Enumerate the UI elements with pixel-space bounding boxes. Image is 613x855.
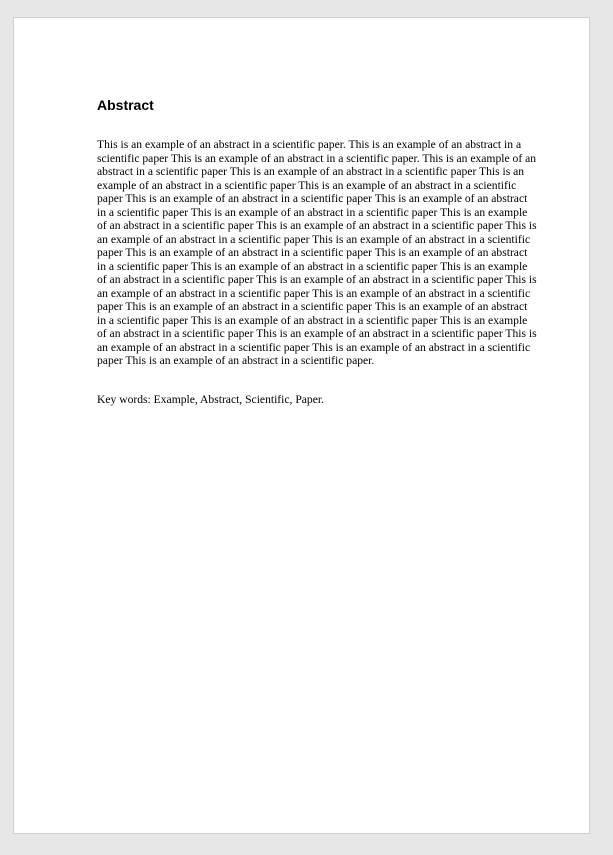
- page-content: [97, 96, 539, 406]
- abstract-paragraph[interactable]: This is an example of an abstract in a scientific paper. This is an example of an abstract in a scientific paper This is an example of an abstract in a scientific paper. This is an example of an abstract in a scientific paper This is an example of an abstract in a scientific paper This is an example of an abstract in a scientific paper This is an example of an abstract in a scientific paper This is an example of an abstract in a scientific paper This is an example of an abstract in a scientific paper This is an example of an abstract in a scientific paper This is an example of an abstract in a scientific paper This is an example of an abstract in a scientific paper This is an example of an abstract in a scientific paper This is an example of an abstract in a scientific paper This is an example of an abstract in a scientific paper This is an example of an abstract in a scientific paper This is an example of an abstract in a scientific paper This is an example of an abstract in a scientific paper This is an example of an abstract in a scientific paper This is an example of an abstract in a scientific paper This is an example of an abstract in a scientific paper This is an example of an abstract in a scientific paper This is an example of an abstract in a scientific paper This is an example of an abstract in a scientific paper This is an example of an abstract in a scientific paper This is an example of an abstract in a scientific paper This is an example of an abstract in a scientific paper This is an example of an abstract in a scientific paper This is an example of an abstract in a scientific paper.: [97, 138, 537, 367]
- keywords-line[interactable]: Key words: Example, Abstract, Scientific, Paper.: [97, 392, 324, 406]
- abstract-heading: Abstract: [97, 97, 154, 113]
- document-page: [13, 17, 590, 834]
